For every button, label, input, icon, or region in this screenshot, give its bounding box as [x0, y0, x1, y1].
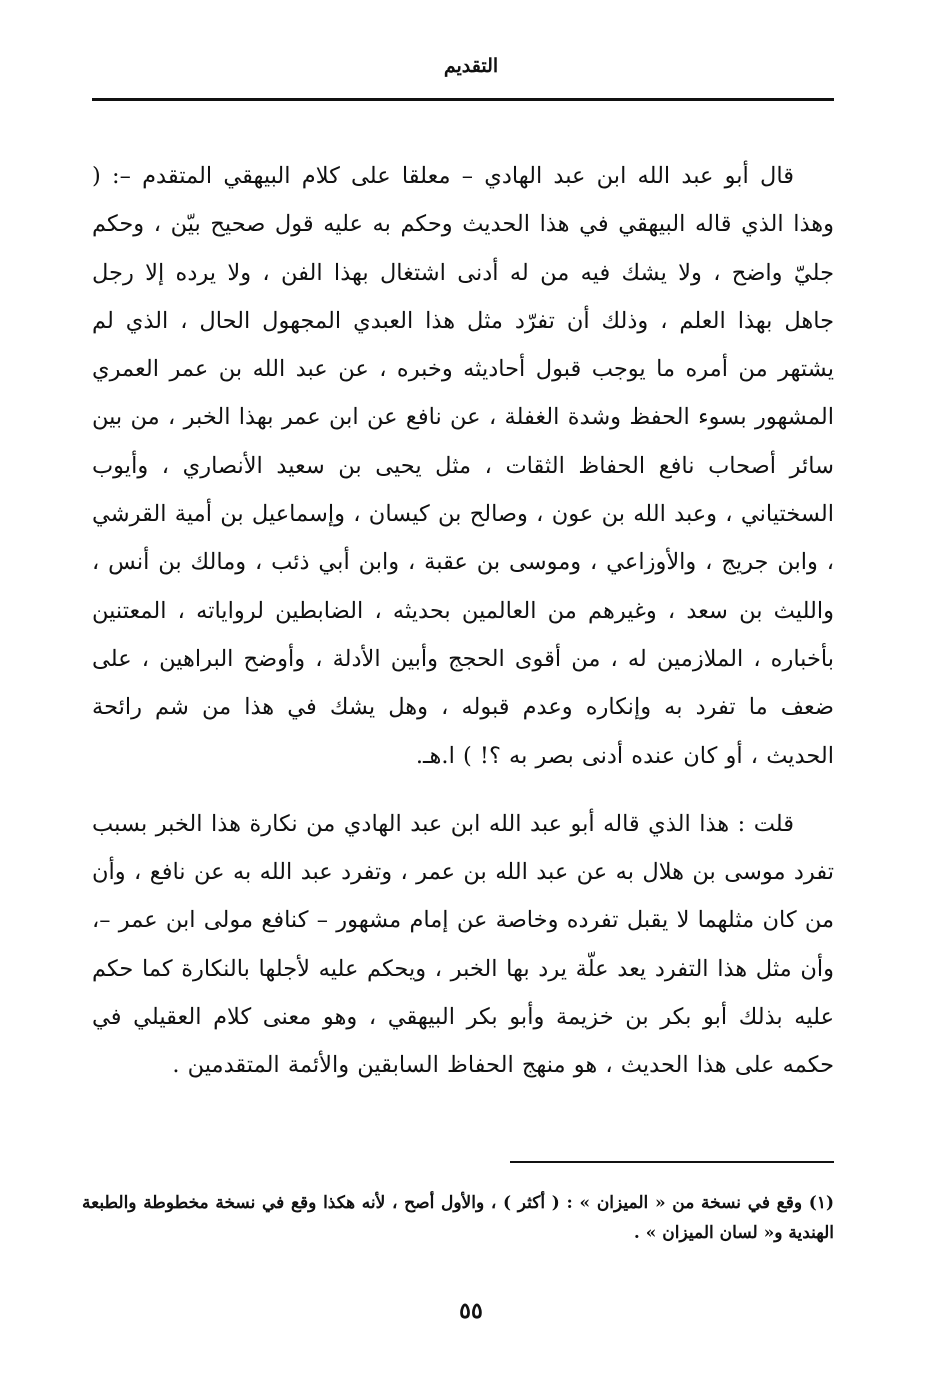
paragraph-commentary: قلت : هذا الذي قاله أبو عبد الله ابن عبد الهادي من نكارة هذا الخبر بسبب تفرد موسى بن هلال به عن عبد الله بن عمر ، وتفرد عبد الله به عن نافع ، وأن من كان مثلهما لا يقبل تفرده وخاصة عن إمام مشهور – كنافع مولى ابن عمر –، وأن مثل هذا التفرد يعد علّة يرد بها الخبر ، ويحكم عليه لأجلها بالنكارة كما حكم عليه بذلك أبو بكر بن خزيمة وأبو بكر البيهقي ، وهو معنى كلام العقيلي في حكمه على هذا الحديث ، هو منهج الحفاظ السابقين والأئمة المتقدمين . — [92, 810, 834, 1079]
paragraph-quote: قال أبو عبد الله ابن عبد الهادي – معلقا على كلام البيهقي المتقدم –: ( وهذا الذي قاله البيهقي في هذا الحديث وحكم به عليه قول صحيح بيّن ، وحكم جليّ واضح ، ولا يشك فيه من له أدنى اشتغال بهذا الفن ، ولا يرده إلا رجل جاهل بهذا العلم ، وذلك أن تفرّد مثل هذا العبدي المجهول الحال ، الذي لم يشتهر من أمره ما يوجب قبول أحاديثه وخبره ، عن عبد الله بن عمر العمري المشهور بسوء الحفظ وشدة الغفلة ، عن نافع عن ابن عمر بهذا الخبر ، من بين سائر أصحاب نافع الحفاظ الثقات ، مثل يحيى بن سعيد الأنصاري ، وأيوب السختياني ، وعبد الله بن عون ، وصالح بن كيسان ، وإسماعيل بن أمية القرشي ، وابن جريج ، والأوزاعي ، وموسى بن عقبة ، وابن أبي ذئب ، ومالك بن أنس ، والليث بن سعد ، وغيرهم من العالمين بحديثه ، الضابطين لرواياته ، المعتنين بأخباره ، الملازمين له ، من أقوى الحجج وأبين الأدلة ، وأوضح البراهين ، على ضعف ما تفرد به وإنكاره وعدم قبوله ، وهل يشك في هذا من شم رائحة الحديث ، أو كان عنده أدنى بصر به ؟! ) ا.هـ. — [92, 163, 834, 769]
page-number: ٥٥ — [459, 1298, 483, 1324]
footnote-divider — [510, 1161, 834, 1163]
footnote: (١) وقع في نسخة من « الميزان » : ( أكثر ) ، والأول أصح ، لأنه هكذا وقع في نسخة مخطوطة والطبعة الهندية و« لسان الميزان » . — [82, 1193, 834, 1243]
main-text — [92, 152, 834, 1090]
running-title: التقديم — [443, 55, 499, 77]
header-divider — [92, 98, 834, 101]
